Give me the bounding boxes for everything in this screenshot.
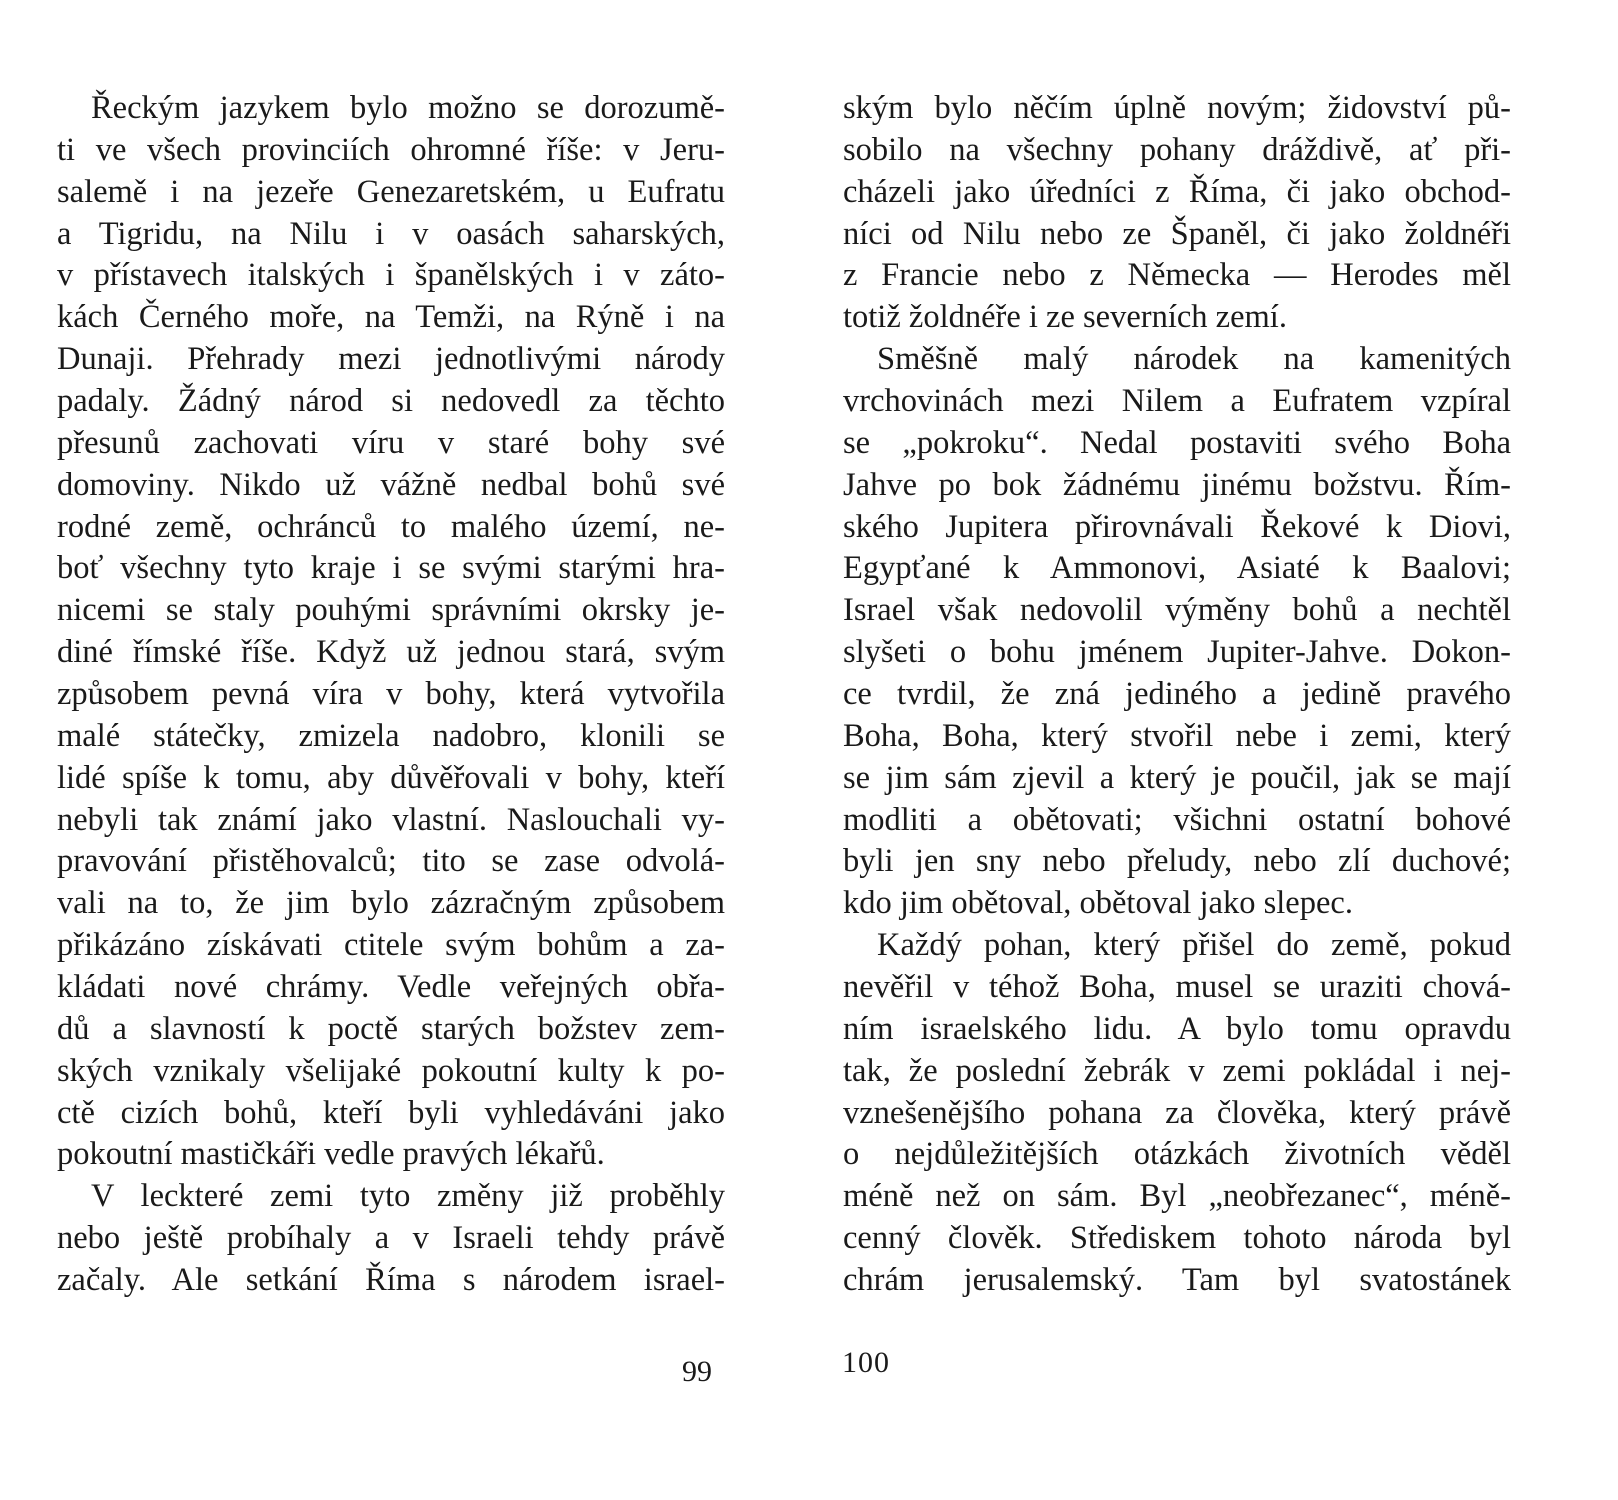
text-line: sobilo na všechny pohany dráždivě, ať při- <box>843 131 1511 168</box>
text-line: totiž žoldnéře i ze severních zemí. <box>843 299 1287 336</box>
text-line: vali na to, že jim bylo zázračným způsobem <box>57 885 725 922</box>
text-line: chrám jerusalemský. Tam byl svatostánek <box>843 1262 1511 1299</box>
text-line: níci od Nilu nebo ze Španěl, či jako žoldnéři <box>843 215 1511 252</box>
text-line: Dunaji. Přehrady mezi jednotlivými národy <box>57 341 725 378</box>
text-line: nebyli tak známí jako vlastní. Naslouchali vy- <box>57 801 725 838</box>
text-line: Směšně malý národek na kamenitých <box>877 341 1511 378</box>
text-line: domoviny. Nikdo už vážně nedbal bohů své <box>57 466 725 503</box>
text-line: nebo ještě probíhaly a v Israeli tehdy právě <box>57 1220 725 1257</box>
text-line: se jim sám zjevil a který je poučil, jak se mají <box>843 759 1511 796</box>
text-line: nicemi se staly pouhými správními okrsky je- <box>57 592 725 629</box>
text-line: ských vznikaly všelijaké pokoutní kulty k po- <box>57 1052 725 1089</box>
text-line: přikázáno získávati ctitele svým bohům a za- <box>57 927 725 964</box>
text-line: se „pokroku“. Nedal postaviti svého Boha <box>843 424 1511 461</box>
text-line: malé státečky, zmizela nadobro, klonili se <box>57 717 725 754</box>
text-line: pokoutní mastičkáři vedle pravých lékařů. <box>57 1136 605 1173</box>
text-line: cenný člověk. Střediskem tohoto národa byl <box>843 1220 1511 1257</box>
page-number-right: 100 <box>842 1346 890 1379</box>
text-line: Egypťané k Ammonovi, Asiaté k Baalovi; <box>843 550 1511 587</box>
text-line: ského Jupitera přirovnávali Řekové k Diovi, <box>843 508 1511 545</box>
text-line: pravování přistěhovalců; tito se zase odvolá- <box>57 843 725 880</box>
text-line: o nejdůležitějších otázkách životních věděl <box>843 1136 1511 1173</box>
text-line: dů a slavností k poctě starých božstev zem- <box>57 1010 725 1047</box>
text-line: v přístavech italských i španělských i v záto- <box>57 257 725 294</box>
text-line: tak, že poslední žebrák v zemi pokládal i nej- <box>843 1052 1511 1089</box>
text-line: méně než on sám. Byl „neobřezanec“, méně- <box>843 1178 1511 1215</box>
text-line: cházeli jako úředníci z Říma, či jako obchod- <box>843 173 1511 210</box>
text-line: Jahve po bok žádnému jinému božstvu. Řím- <box>843 466 1511 503</box>
text-line: ti ve všech provinciích ohromné říše: v Jeru- <box>57 131 725 168</box>
text-line: kládati nové chrámy. Vedle veřejných obřa- <box>57 969 725 1006</box>
text-line: padaly. Žádný národ si nedovedl za těchto <box>57 383 725 420</box>
left-page-text <box>57 88 725 1302</box>
text-line: začaly. Ale setkání Říma s národem israel- <box>57 1262 725 1299</box>
text-line: Israel však nedovolil výměny bohů a nechtěl <box>843 592 1511 629</box>
text-line: boť všechny tyto kraje i se svými starými hra- <box>57 550 725 587</box>
text-line: Řeckým jazykem bylo možno se dorozumě- <box>91 90 725 126</box>
text-line: Boha, Boha, který stvořil nebe i zemi, který <box>843 717 1511 754</box>
text-line: Každý pohan, který přišel do země, pokud <box>877 927 1511 964</box>
text-line: ctě cizích bohů, kteří byli vyhledáváni jako <box>57 1094 725 1131</box>
page-number-left: 99 <box>682 1355 712 1388</box>
text-line: a Tigridu, na Nilu i v oasách saharských, <box>57 215 725 252</box>
text-line: byli jen sny nebo přeludy, nebo zlí duchové; <box>843 843 1511 880</box>
text-line: vrchovinách mezi Nilem a Eufratem vzpíral <box>843 383 1511 420</box>
text-line: kdo jim obětoval, obětoval jako slepec. <box>843 885 1353 922</box>
text-line: ce tvrdil, že zná jediného a jedině pravého <box>843 676 1511 713</box>
text-line: rodné země, ochránců to malého území, ne- <box>57 508 725 545</box>
text-line: lidé spíše k tomu, aby důvěřovali v bohy, kteří <box>57 759 725 796</box>
text-line: modliti a obětovati; všichni ostatní bohové <box>843 801 1511 838</box>
right-page-text <box>843 88 1511 1302</box>
text-line: salemě i na jezeře Genezaretském, u Eufratu <box>57 173 725 210</box>
text-line: přesunů zachovati víru v staré bohy své <box>57 424 725 461</box>
text-line: způsobem pevná víra v bohy, která vytvořila <box>57 676 725 713</box>
text-line: ským bylo něčím úplně novým; židovství pů- <box>843 90 1511 126</box>
text-line: z Francie nebo z Německa — Herodes měl <box>843 257 1511 294</box>
text-line: diné římské říše. Když už jednou stará, svým <box>57 634 725 671</box>
text-line: ním israelského lidu. A bylo tomu opravdu <box>843 1010 1511 1047</box>
text-line: V leckteré zemi tyto změny již proběhly <box>91 1178 725 1215</box>
text-line: nevěřil v téhož Boha, musel se uraziti chová- <box>843 969 1511 1006</box>
text-line: slyšeti o bohu jménem Jupiter-Jahve. Dokon- <box>843 634 1511 671</box>
text-line: kách Černého moře, na Temži, na Rýně i na <box>57 299 725 336</box>
text-line: vznešenějšího pohana za člověka, který právě <box>843 1094 1511 1131</box>
